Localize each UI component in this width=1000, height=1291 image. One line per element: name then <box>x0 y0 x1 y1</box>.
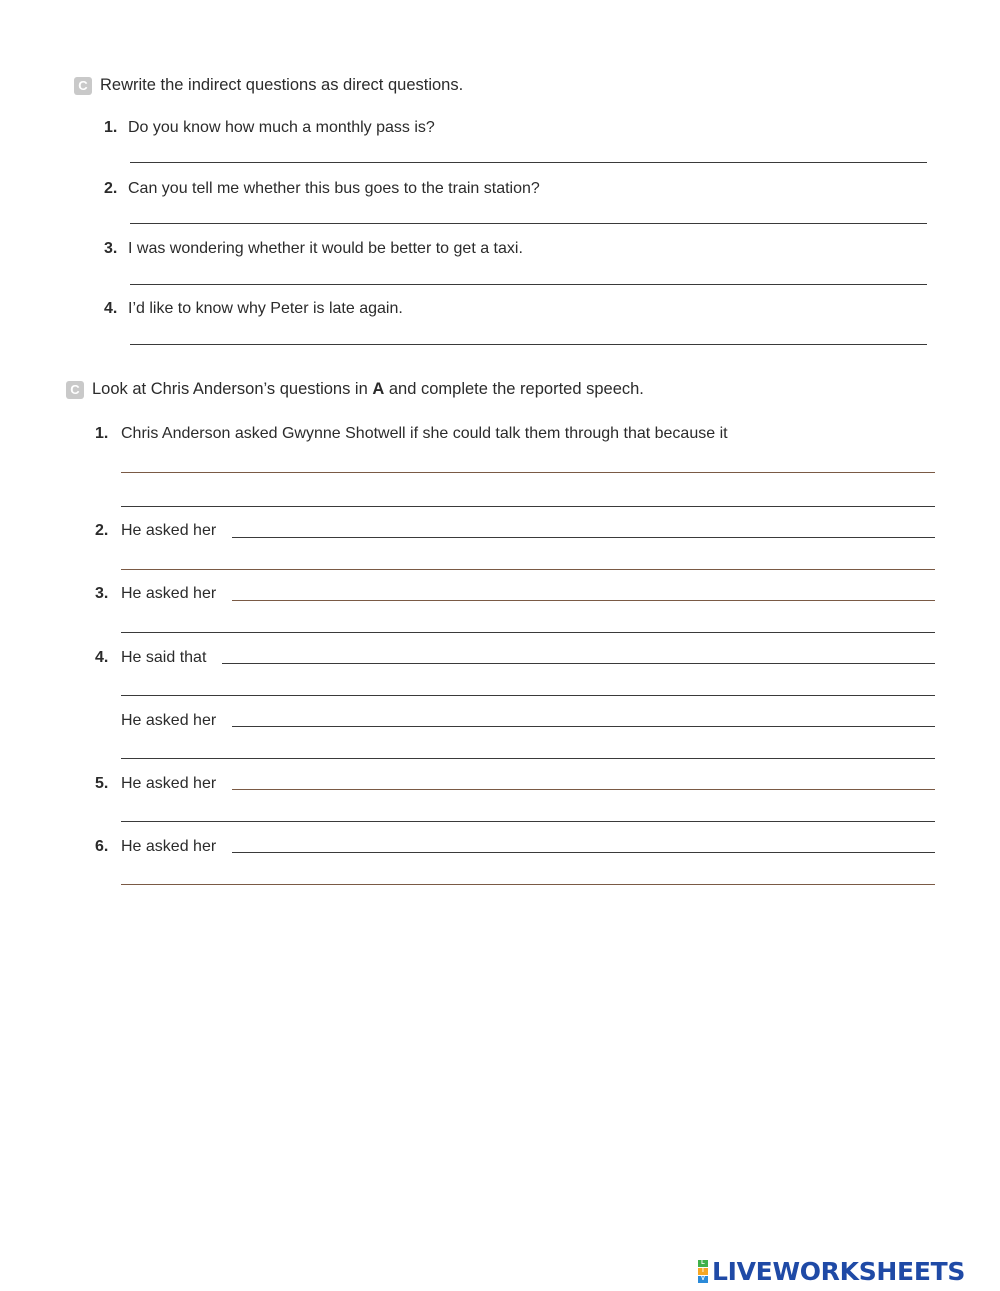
question-item <box>104 180 540 198</box>
item-text: He asked her <box>121 585 217 602</box>
item-text: He asked her <box>121 712 217 729</box>
reported-speech-item <box>95 522 216 540</box>
question-text: I was wondering whether it would be better to get a taxi. <box>128 240 523 257</box>
section-1-heading <box>74 76 463 95</box>
question-text: Do you know how much a monthly pass is? <box>128 119 435 136</box>
question-item <box>104 300 403 318</box>
question-number: 3. <box>104 240 118 257</box>
question-text: I’d like to know why Peter is late again. <box>128 300 403 317</box>
answer-line[interactable] <box>130 344 927 345</box>
question-number: 4. <box>104 300 118 317</box>
item-number: 4. <box>95 649 109 666</box>
answer-line[interactable] <box>121 632 935 633</box>
logo-text: LIVEWORKSHEETS <box>712 1257 966 1286</box>
item-number: 1. <box>95 425 109 442</box>
answer-line[interactable] <box>121 569 935 570</box>
instruction-part: Look at Chris Anderson’s questions in <box>92 380 373 398</box>
reported-speech-item <box>95 585 216 603</box>
reported-speech-item <box>95 425 728 443</box>
instruction-part: and complete the reported speech. <box>384 380 644 398</box>
answer-line[interactable] <box>232 852 935 853</box>
question-item <box>104 119 435 137</box>
answer-line[interactable] <box>232 789 935 790</box>
reported-speech-item <box>121 712 216 730</box>
section-2-heading <box>66 380 644 399</box>
question-number: 2. <box>104 180 118 197</box>
reported-speech-item <box>95 838 216 856</box>
answer-line[interactable] <box>222 663 935 664</box>
item-number: 6. <box>95 838 109 855</box>
section-2-instruction <box>92 380 644 399</box>
instruction-bold-part: A <box>372 380 385 398</box>
answer-line[interactable] <box>130 284 927 285</box>
answer-line[interactable] <box>130 162 927 163</box>
reported-speech-item <box>95 649 206 667</box>
item-text: He asked her <box>121 522 217 539</box>
answer-line[interactable] <box>121 884 935 885</box>
answer-line[interactable] <box>130 223 927 224</box>
answer-line[interactable] <box>121 472 935 473</box>
item-number: 3. <box>95 585 109 602</box>
answer-line[interactable] <box>121 695 935 696</box>
section-1-instruction: Rewrite the indirect questions as direct questions. <box>100 76 464 94</box>
logo-letter: L <box>698 1260 708 1267</box>
answer-line[interactable] <box>121 506 935 507</box>
item-number: 5. <box>95 775 109 792</box>
item-text: He asked her <box>121 775 217 792</box>
liveworksheets-logo[interactable] <box>698 1257 965 1286</box>
answer-line[interactable] <box>121 821 935 822</box>
answer-line[interactable] <box>121 758 935 759</box>
section-badge: C <box>66 381 84 399</box>
answer-line[interactable] <box>232 600 935 601</box>
reported-speech-item <box>95 775 216 793</box>
section-badge: C <box>74 77 92 95</box>
item-text: He said that <box>121 649 207 666</box>
question-item <box>104 240 523 258</box>
logo-mark-icon <box>698 1260 708 1283</box>
question-number: 1. <box>104 119 118 136</box>
item-number: 2. <box>95 522 109 539</box>
logo-letter: V <box>698 1276 708 1283</box>
item-text: He asked her <box>121 838 217 855</box>
answer-line[interactable] <box>232 537 935 538</box>
question-text: Can you tell me whether this bus goes to the train station? <box>128 180 540 197</box>
logo-letter: I <box>698 1268 708 1275</box>
answer-line[interactable] <box>232 726 935 727</box>
item-text: Chris Anderson asked Gwynne Shotwell if she could talk them through that because it <box>121 425 728 442</box>
